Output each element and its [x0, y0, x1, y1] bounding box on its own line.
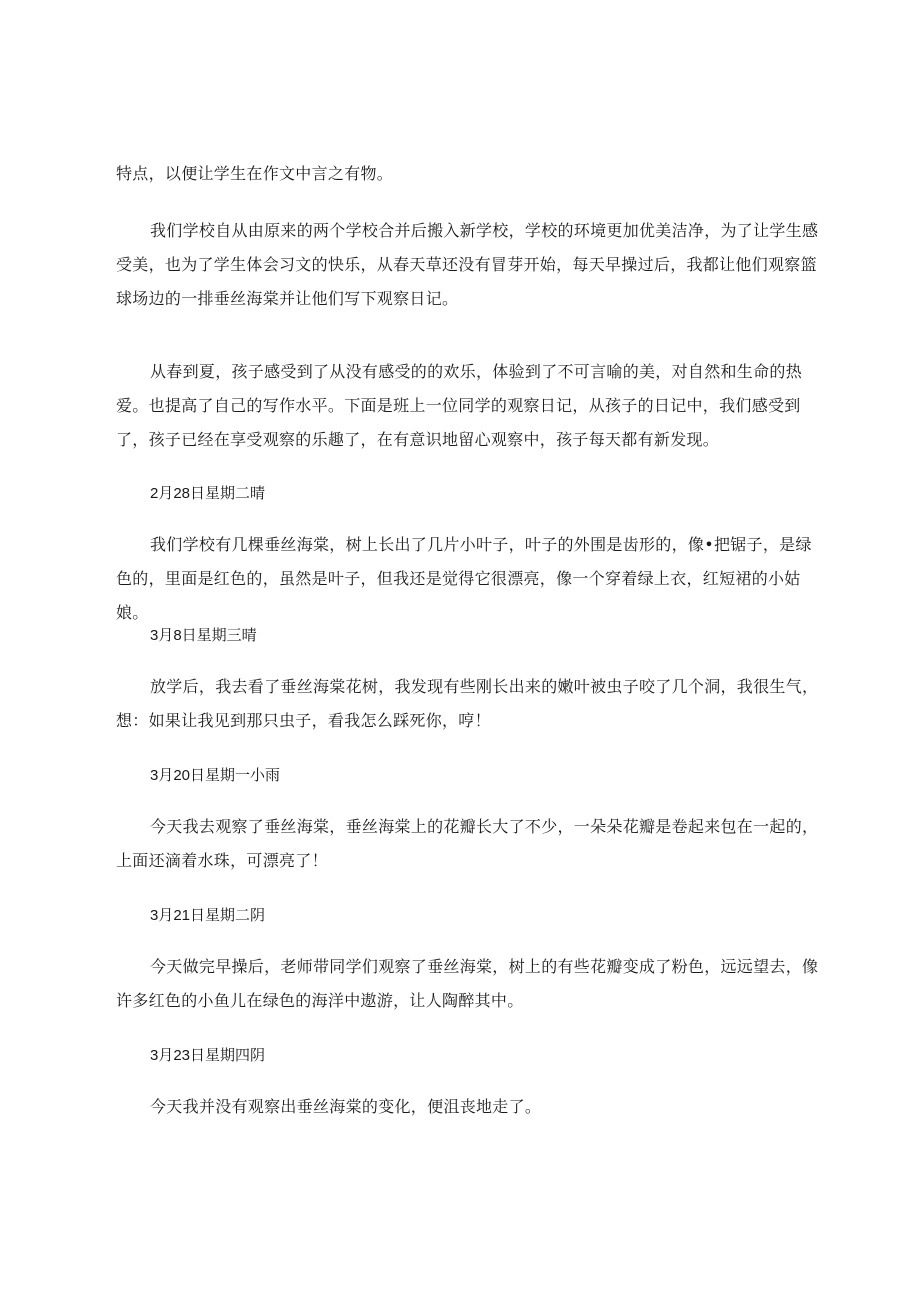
diary-text: 今天我去观察了垂丝海棠，垂丝海棠上的花瓣长大了不少，一朵朵花瓣是卷起来包在一起的，上面还滴着水珠，可漂亮了！ — [116, 817, 819, 870]
diary-date: 3月8日星期三晴 — [150, 627, 257, 644]
diary-text: 今天我并没有观察出垂丝海棠的变化，便沮丧地走了。 — [150, 1097, 542, 1116]
paragraph-intro-end: 特点，以便让学生在作文中言之有物。 — [116, 164, 394, 183]
diary-text: 放学后，我去看了垂丝海棠花树，我发现有些刚长出来的嫩叶被虫子咬了几个洞，我很生气，想：如果让我见到那只虫子，看我怎么踩死你，哼！ — [116, 677, 819, 730]
diary-date: 3月20日星期一小雨 — [150, 767, 281, 784]
paragraph-school: 我们学校自从由原来的两个学校合并后搬入新学校，学校的环境更加优美洁净，为了让学生感受美，也为了学生体会习文的快乐，从春天草还没有冒芽开始，每天早操过后，我都让他们观察篮球场边的一排垂丝海棠并让他们写下观察日记。 — [116, 221, 819, 308]
diary-date: 3月23日星期四阴 — [150, 1047, 266, 1064]
paragraph-spring-summer: 从春到夏，孩子感受到了从没有感受的的欢乐，体验到了不可言喻的美，对自然和生命的热爱。也提高了自己的写作水平。下面是班上一位同学的观察日记，从孩子的日记中，我们感受到了，孩子已经在享受观察的乐趣了，在有意识地留心观察中，孩子每天都有新发现。 — [116, 362, 803, 449]
diary-date: 2月28日星期二晴 — [150, 485, 266, 502]
diary-text: 我们学校有几棵垂丝海棠，树上长出了几片小叶子，叶子的外围是齿形的，像•把锯子，是绿色的，里面是红色的，虽然是叶子，但我还是觉得它很漂亮，像一个穿着绿上衣，红短裙的小姑娘。 — [116, 535, 812, 622]
diary-text: 今天做完早操后，老师带同学们观察了垂丝海棠，树上的有些花瓣变成了粉色，远远望去，像许多红色的小鱼儿在绿色的海洋中遨游，让人陶醉其中。 — [116, 957, 819, 1010]
diary-date: 3月21日星期二阴 — [150, 907, 266, 924]
